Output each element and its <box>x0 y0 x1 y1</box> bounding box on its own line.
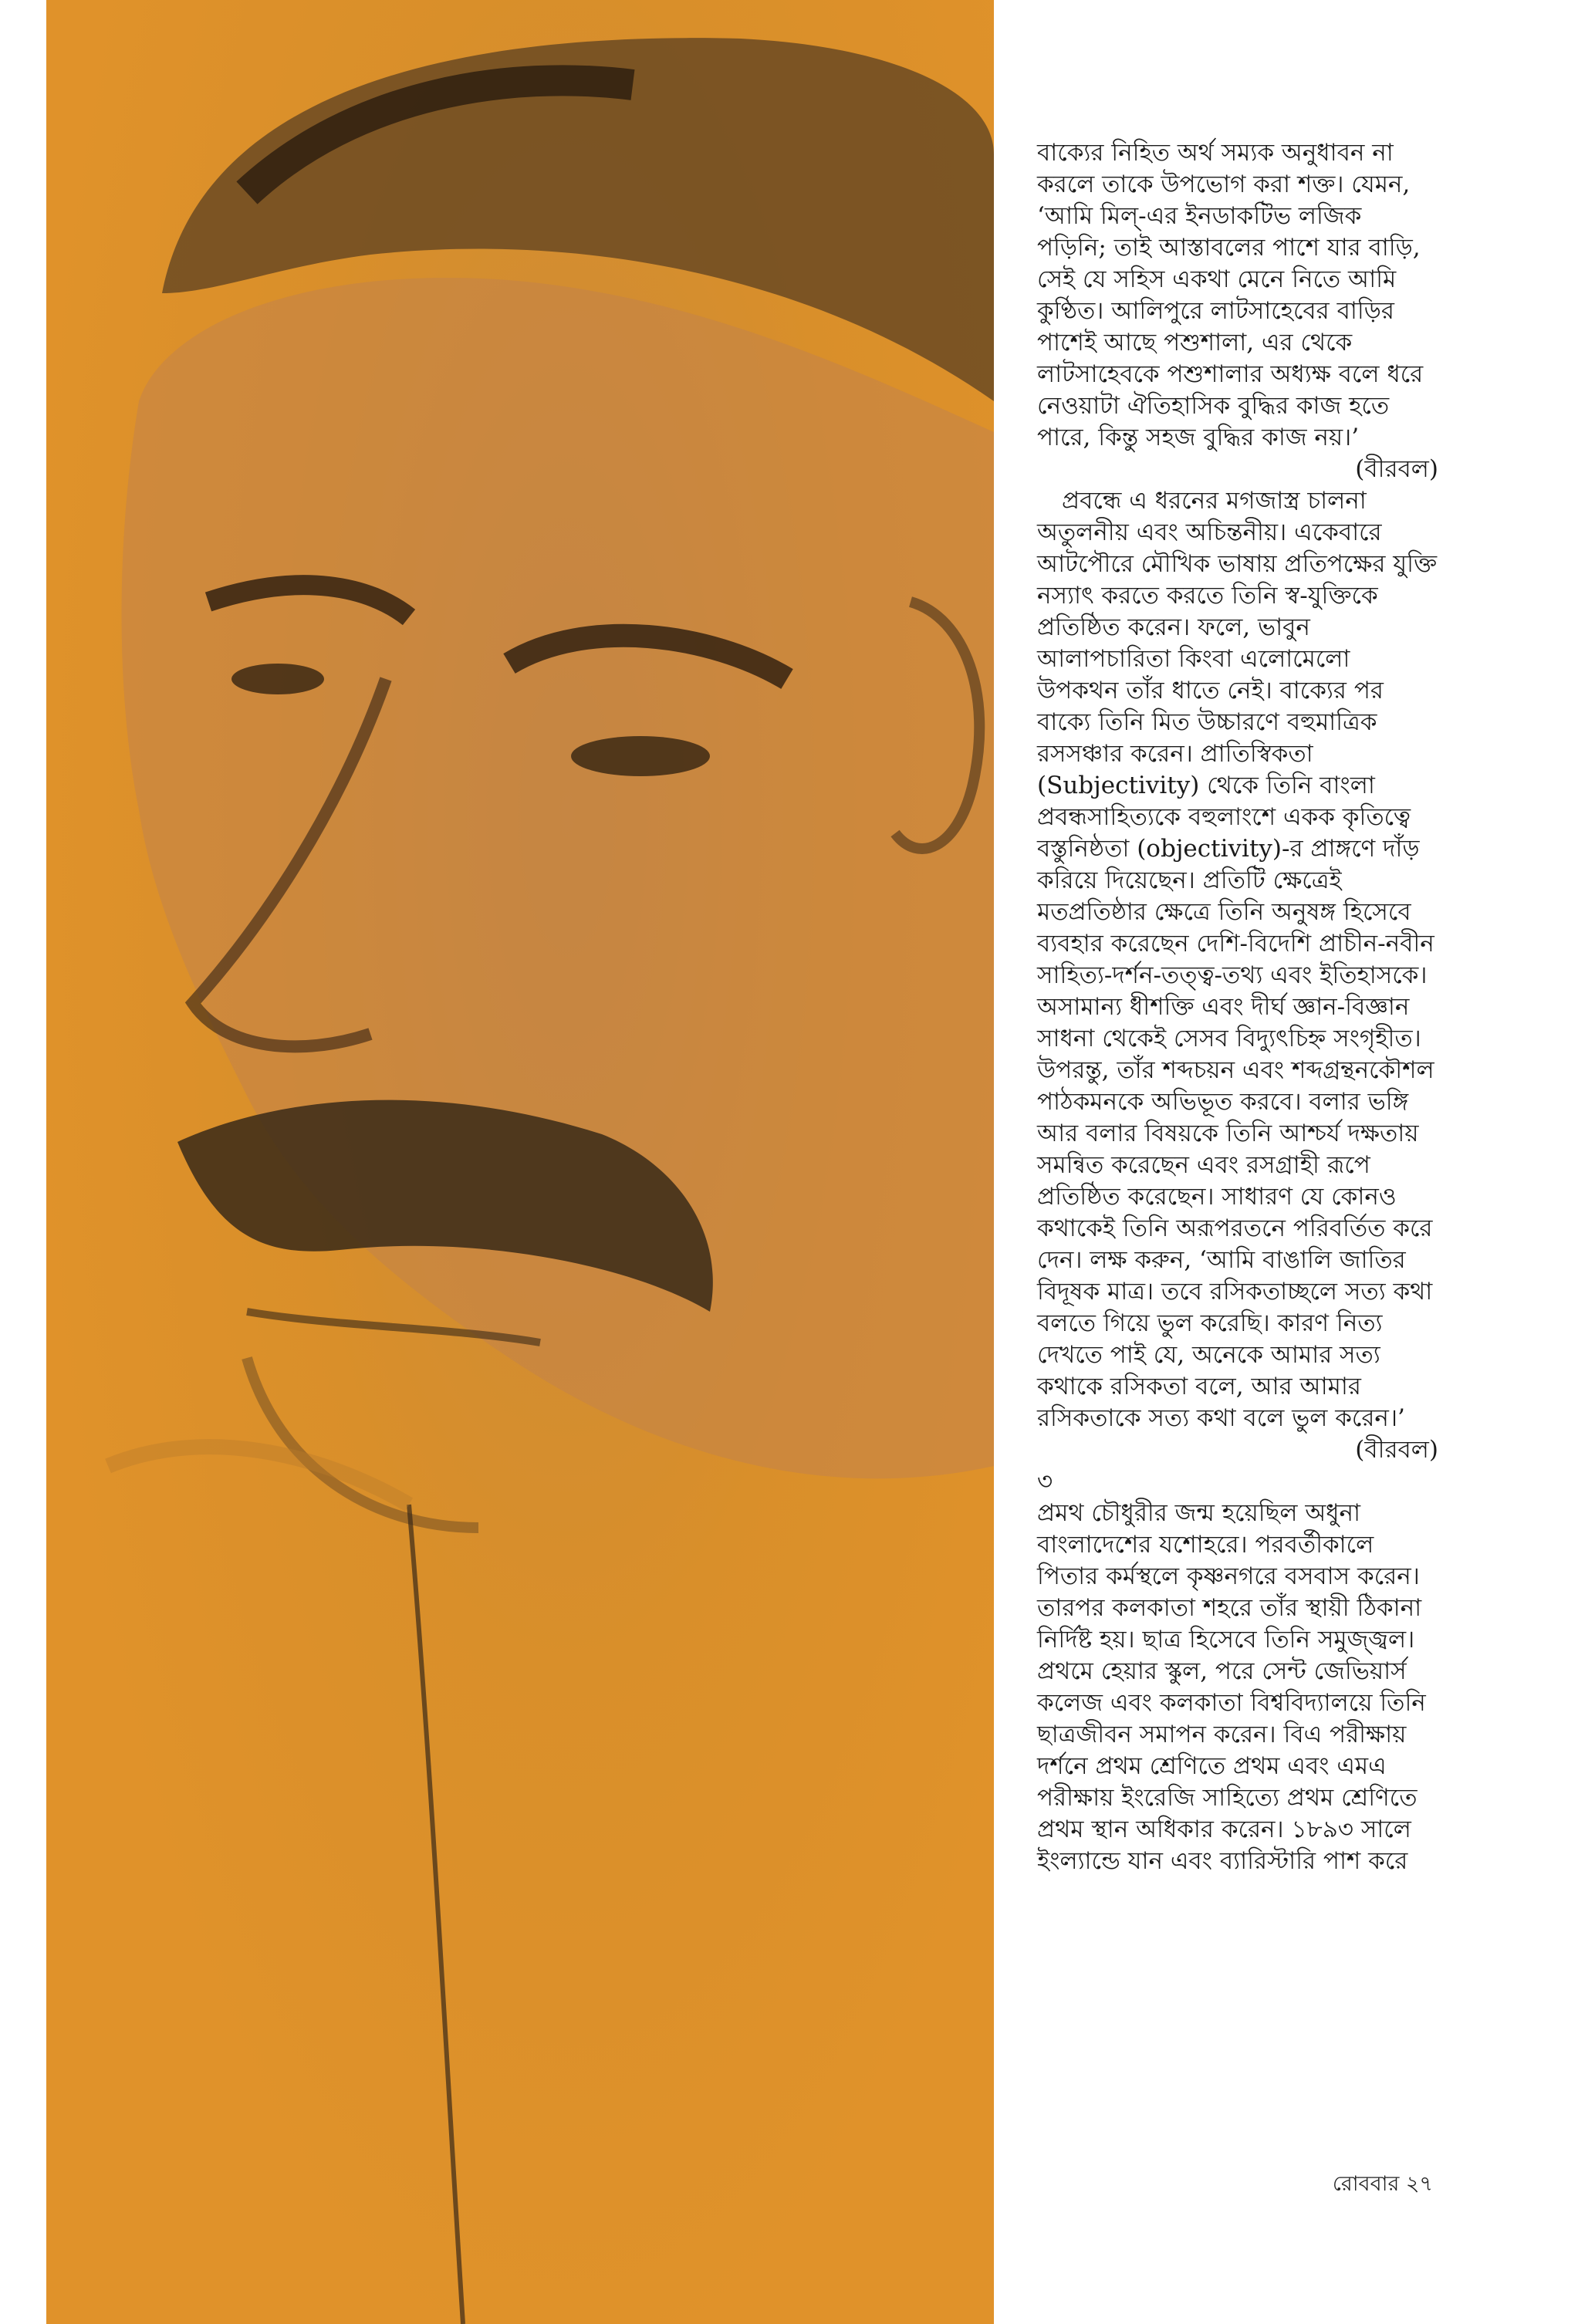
article-text-column <box>1037 137 1438 1877</box>
body-paragraph: প্রবন্ধে এ ধরনের মগজাস্ত্র চালনা অতুলনীয় এবং অচিন্তনীয়। একেবারে আটপৌরে মৌখিক ভাষায় প্রতিপক্ষের যুক্তি নস্যাৎ করতে করতে তিনি স্ব-যুক্তিকে প্রতিষ্ঠিত করেন। ফলে, ভাবুন আলাপচারিতা কিংবা এলোমেলো উপকথন তাঁর ধাতে নেই। বাক্যের পর বাক্যে তিনি মিত উচ্চারণে বহুমাত্রিক রসসঞ্চার করেন। প্রাতিস্বিকতা (Subjectivity) থেকে তিনি বাংলা প্রবন্ধসাহিত্যকে বহুলাংশে একক কৃতিত্বে বস্তুনিষ্ঠতা (objectivity)-র প্রাঙ্গণে দাঁড় করিয়ে দিয়েছেন। প্রতিটি ক্ষেত্রেই মতপ্রতিষ্ঠার ক্ষেত্রে তিনি অনুষঙ্গ হিসেবে ব্যবহার করেছেন দেশি-বিদেশি প্রাচীন-নবীন সাহিত্য-দর্শন-তত্ত্ব-তথ্য এবং ইতিহাসকে। অসামান্য ধীশক্তি এবং দীর্ঘ জ্ঞান-বিজ্ঞান সাধনা থেকেই সেসব বিদ্যুৎচিহ্ন সংগৃহীত। উপরন্তু, তাঁর শব্দচয়ন এবং শব্দগ্রন্থনকৌশল পাঠকমনকে অভিভূত করবে। বলার ভঙ্গি আর বলার বিষয়কে তিনি আশ্চর্য দক্ষতায় সমন্বিত করেছেন এবং রসগ্রাহী রূপে প্রতিষ্ঠিত করেছেন। সাধারণ যে কোনও কথাকেই তিনি অরূপরতনে পরিবর্তিত করে দেন। লক্ষ করুন, ‘আমি বাঙালি জাতির বিদূষক মাত্র। তবে রসিকতাচ্ছলে সত্য কথা বলতে গিয়ে ভুল করেছি। কারণ নিত্য দেখতে পাই যে, অনেকে আমার সত্য কথাকে রসিকতা বলে, আর আমার রসিকতাকে সত্য কথা বলে ভুল করেন।’ <box>1037 487 1438 1432</box>
body-paragraph: প্রমথ চৌধুরীর জন্ম হয়েছিল অধুনা বাংলাদেশের যশোহরে। পরবর্তীকালে পিতার কর্মস্থলে কৃষ্ণনগরে বসবাস করেন। তারপর কলকাতা শহরে তাঁর স্থায়ী ঠিকানা নির্দিষ্ট হয়। ছাত্র হিসেবে তিনি সমুজ্জ্বল। প্রথমে হেয়ার স্কুল, পরে সেন্ট জেভিয়ার্স কলেজ এবং কলকাতা বিশ্ববিদ্যালয়ে তিনি ছাত্রজীবন সমাপন করেন। বিএ পরীক্ষায় দর্শনে প্রথম শ্রেণিতে প্রথম এবং এমএ পরীক্ষায় ইংরেজি সাহিত্যে প্রথম শ্রেণিতে প্রথম স্থান অধিকার করেন। ১৮৯৩ সালে ইংল্যান্ডে যান এবং ব্যারিস্টারি পাশ করে <box>1037 1499 1426 1875</box>
portrait-photo <box>46 0 994 2324</box>
attribution: (বীরবল) <box>1355 1436 1438 1464</box>
page-footer: রোববার ২৭ <box>1332 2172 1433 2196</box>
attribution: (বীরবল) <box>1355 455 1438 483</box>
section-number: ৩ <box>1037 1468 1053 1495</box>
portrait-illustration <box>46 0 994 2324</box>
quote-paragraph: বাক্যের নিহিত অর্থ সম্যক অনুধাবন না করলে তাকে উপভোগ করা শক্ত। যেমন, ‘আমি মিল্‌-এর ইনডাকটিভ লজিক পড়িনি; তাই আস্তাবলের পাশে যার বাড়ি, সেই যে সহিস একথা মেনে নিতে আমি কুণ্ঠিত। আলিপুরে লাটসাহেবের বাড়ির পাশেই আছে পশুশালা, এর থেকে লাটসাহেবকে পশুশালার অধ্যক্ষ বলে ধরে নেওয়াটা ঐতিহাসিক বুদ্ধির কাজ হতে পারে, কিন্তু সহজ বুদ্ধির কাজ নয়।’ <box>1037 139 1424 451</box>
